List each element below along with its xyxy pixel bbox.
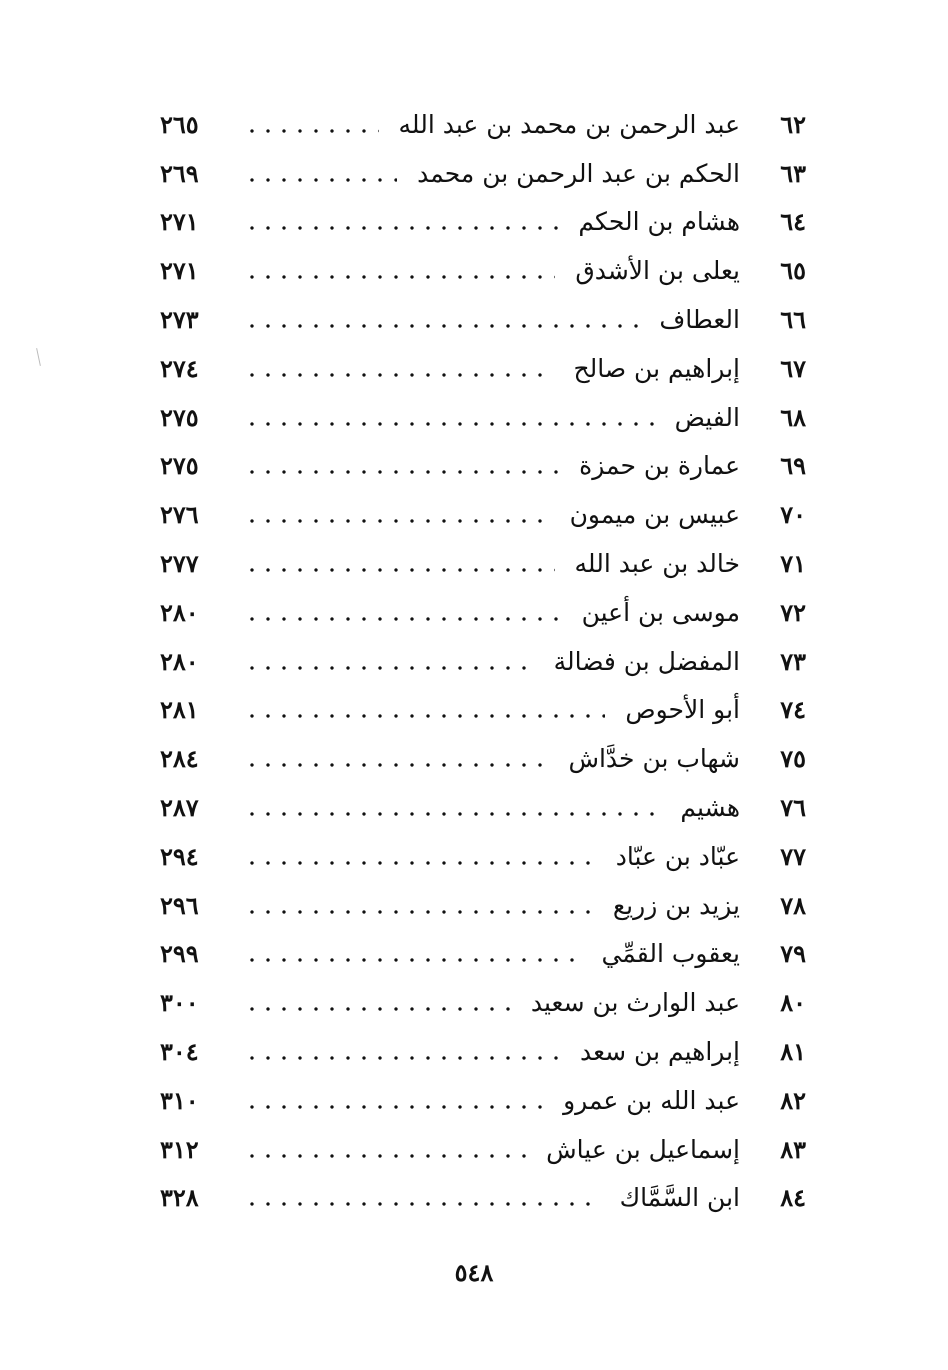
toc-entry bbox=[160, 881, 810, 930]
entry-number: ٦٢ bbox=[780, 109, 806, 139]
entry-number: ٦٣ bbox=[780, 158, 806, 188]
toc-entry bbox=[160, 198, 810, 247]
entry-page: ٢٧٦ bbox=[160, 500, 199, 530]
entry-title: عبد الله بن عمرو bbox=[563, 1085, 740, 1115]
dot-leader bbox=[244, 944, 581, 964]
entry-number: ٦٦ bbox=[780, 305, 806, 335]
entry-title: عبد الوارث بن سعيد bbox=[530, 988, 740, 1018]
toc-entry bbox=[160, 149, 810, 198]
entry-page: ٢٧١ bbox=[160, 256, 199, 286]
entry-title: الفيض bbox=[674, 402, 740, 432]
dot-leader bbox=[244, 310, 639, 330]
dot-leader bbox=[244, 1091, 543, 1111]
entry-page: ٣٠٤ bbox=[160, 1037, 199, 1067]
dot-leader bbox=[244, 408, 655, 428]
dot-leader bbox=[244, 749, 548, 769]
toc-entry bbox=[160, 930, 810, 979]
entry-number: ٨٠ bbox=[780, 988, 806, 1018]
entry-title: عبد الرحمن بن محمد بن عبد الله bbox=[398, 109, 740, 139]
entry-page: ٢٧٥ bbox=[160, 402, 199, 432]
entry-title: يعلى بن الأشدق bbox=[575, 256, 740, 286]
entry-title: يزيد بن زريع bbox=[612, 890, 740, 920]
dot-leader bbox=[244, 554, 555, 574]
entry-title: خالد بن عبد الله bbox=[574, 549, 740, 579]
toc-entry bbox=[160, 1125, 810, 1174]
entry-number: ٨٢ bbox=[780, 1085, 806, 1115]
entry-number: ٧٩ bbox=[780, 939, 806, 969]
entry-page: ٣٢٨ bbox=[160, 1183, 199, 1213]
dot-leader bbox=[244, 993, 511, 1013]
toc-entry bbox=[160, 246, 810, 295]
entry-page: ٢٩٤ bbox=[160, 841, 199, 871]
entry-title: عمارة بن حمزة bbox=[579, 451, 740, 481]
toc-entry bbox=[160, 100, 810, 149]
toc-entry bbox=[160, 734, 810, 783]
toc-entry bbox=[160, 539, 810, 588]
entry-number: ٦٨ bbox=[780, 402, 806, 432]
dot-leader bbox=[244, 1042, 560, 1062]
entry-number: ٧٠ bbox=[780, 500, 806, 530]
entry-title: عبّاد بن عبّاد bbox=[615, 841, 740, 871]
entry-page: ٢٨١ bbox=[160, 695, 199, 725]
toc-entry bbox=[160, 1027, 810, 1076]
entry-title: عبيس بن ميمون bbox=[569, 500, 740, 530]
entry-title: إبراهيم بن سعد bbox=[579, 1037, 740, 1067]
entry-page: ٢٩٦ bbox=[160, 890, 199, 920]
dot-leader bbox=[244, 505, 550, 525]
entry-number: ٨٤ bbox=[780, 1183, 806, 1213]
dot-leader bbox=[244, 896, 593, 916]
entry-page: ٢٨٧ bbox=[160, 793, 199, 823]
entry-title: إبراهيم بن صالح bbox=[573, 353, 740, 383]
entry-page: ٢٧٤ bbox=[160, 353, 199, 383]
entry-number: ٧٣ bbox=[780, 646, 806, 676]
entry-number: ٧٦ bbox=[780, 793, 806, 823]
toc-entry bbox=[160, 637, 810, 686]
dot-leader bbox=[244, 652, 534, 672]
entry-page: ٢٧٧ bbox=[160, 549, 199, 579]
entry-title: إسماعيل بن عياش bbox=[546, 1134, 740, 1164]
toc-entry bbox=[160, 393, 810, 442]
toc-entry bbox=[160, 295, 810, 344]
dot-leader bbox=[244, 1188, 600, 1208]
entry-page: ٢٧٥ bbox=[160, 451, 199, 481]
entry-title: ابن السَّمَّاك bbox=[619, 1183, 740, 1213]
entry-title: موسى بن أعين bbox=[581, 597, 740, 627]
entry-number: ٧٥ bbox=[780, 744, 806, 774]
entry-number: ٦٧ bbox=[780, 353, 806, 383]
dot-leader bbox=[244, 603, 562, 623]
dot-leader bbox=[244, 456, 559, 476]
table-of-contents bbox=[160, 100, 810, 1222]
entry-page: ٣٠٠ bbox=[160, 988, 199, 1018]
dot-leader bbox=[244, 115, 379, 135]
toc-entry bbox=[160, 832, 810, 881]
toc-entry bbox=[160, 1076, 810, 1125]
toc-entry bbox=[160, 442, 810, 491]
entry-number: ٦٤ bbox=[780, 207, 806, 237]
toc-entry bbox=[160, 978, 810, 1027]
toc-entry bbox=[160, 686, 810, 735]
toc-entry bbox=[160, 490, 810, 539]
entry-page: ٢٩٩ bbox=[160, 939, 199, 969]
entry-number: ٧٤ bbox=[780, 695, 806, 725]
dot-leader bbox=[244, 798, 660, 818]
dot-leader bbox=[244, 847, 596, 867]
entry-page: ٢٧١ bbox=[160, 207, 199, 237]
toc-entry bbox=[160, 1174, 810, 1223]
entry-title: الحكم بن عبد الرحمن بن محمد bbox=[417, 158, 740, 188]
entry-page: ٢٧٣ bbox=[160, 305, 199, 335]
entry-number: ٧٧ bbox=[780, 841, 806, 871]
entry-title: يعقوب القمِّي bbox=[601, 939, 740, 969]
entry-number: ٨١ bbox=[780, 1037, 806, 1067]
dot-leader bbox=[244, 261, 555, 281]
entry-title: هشام بن الحكم bbox=[578, 207, 740, 237]
dot-leader bbox=[244, 212, 558, 232]
entry-number: ٦٥ bbox=[780, 256, 806, 286]
entry-number: ٦٩ bbox=[780, 451, 806, 481]
dot-leader bbox=[244, 700, 605, 720]
dot-leader bbox=[244, 164, 397, 184]
entry-page: ٢٨٠ bbox=[160, 597, 199, 627]
entry-page: ٣١٠ bbox=[160, 1085, 199, 1115]
entry-title: أبو الأحوص bbox=[625, 695, 740, 725]
dot-leader bbox=[244, 359, 554, 379]
dot-leader bbox=[244, 1140, 526, 1160]
entry-page: ٢٦٥ bbox=[160, 109, 199, 139]
entry-number: ٧٢ bbox=[780, 597, 806, 627]
entry-title: شهاب بن خدَّاش bbox=[568, 744, 740, 774]
page-speck bbox=[36, 348, 41, 366]
entry-page: ٣١٢ bbox=[160, 1134, 199, 1164]
entry-title: المفضل بن فضالة bbox=[553, 646, 740, 676]
entry-title: العطاف bbox=[659, 305, 740, 335]
toc-entry bbox=[160, 783, 810, 832]
entry-number: ٧٨ bbox=[780, 890, 806, 920]
entry-number: ٧١ bbox=[780, 549, 806, 579]
toc-entry bbox=[160, 588, 810, 637]
entry-page: ٢٨٠ bbox=[160, 646, 199, 676]
entry-title: هشيم bbox=[680, 793, 740, 823]
entry-number: ٨٣ bbox=[780, 1134, 806, 1164]
page-number: ٥٤٨ bbox=[454, 1258, 494, 1287]
toc-entry bbox=[160, 344, 810, 393]
entry-page: ٢٦٩ bbox=[160, 158, 199, 188]
entry-page: ٢٨٤ bbox=[160, 744, 199, 774]
